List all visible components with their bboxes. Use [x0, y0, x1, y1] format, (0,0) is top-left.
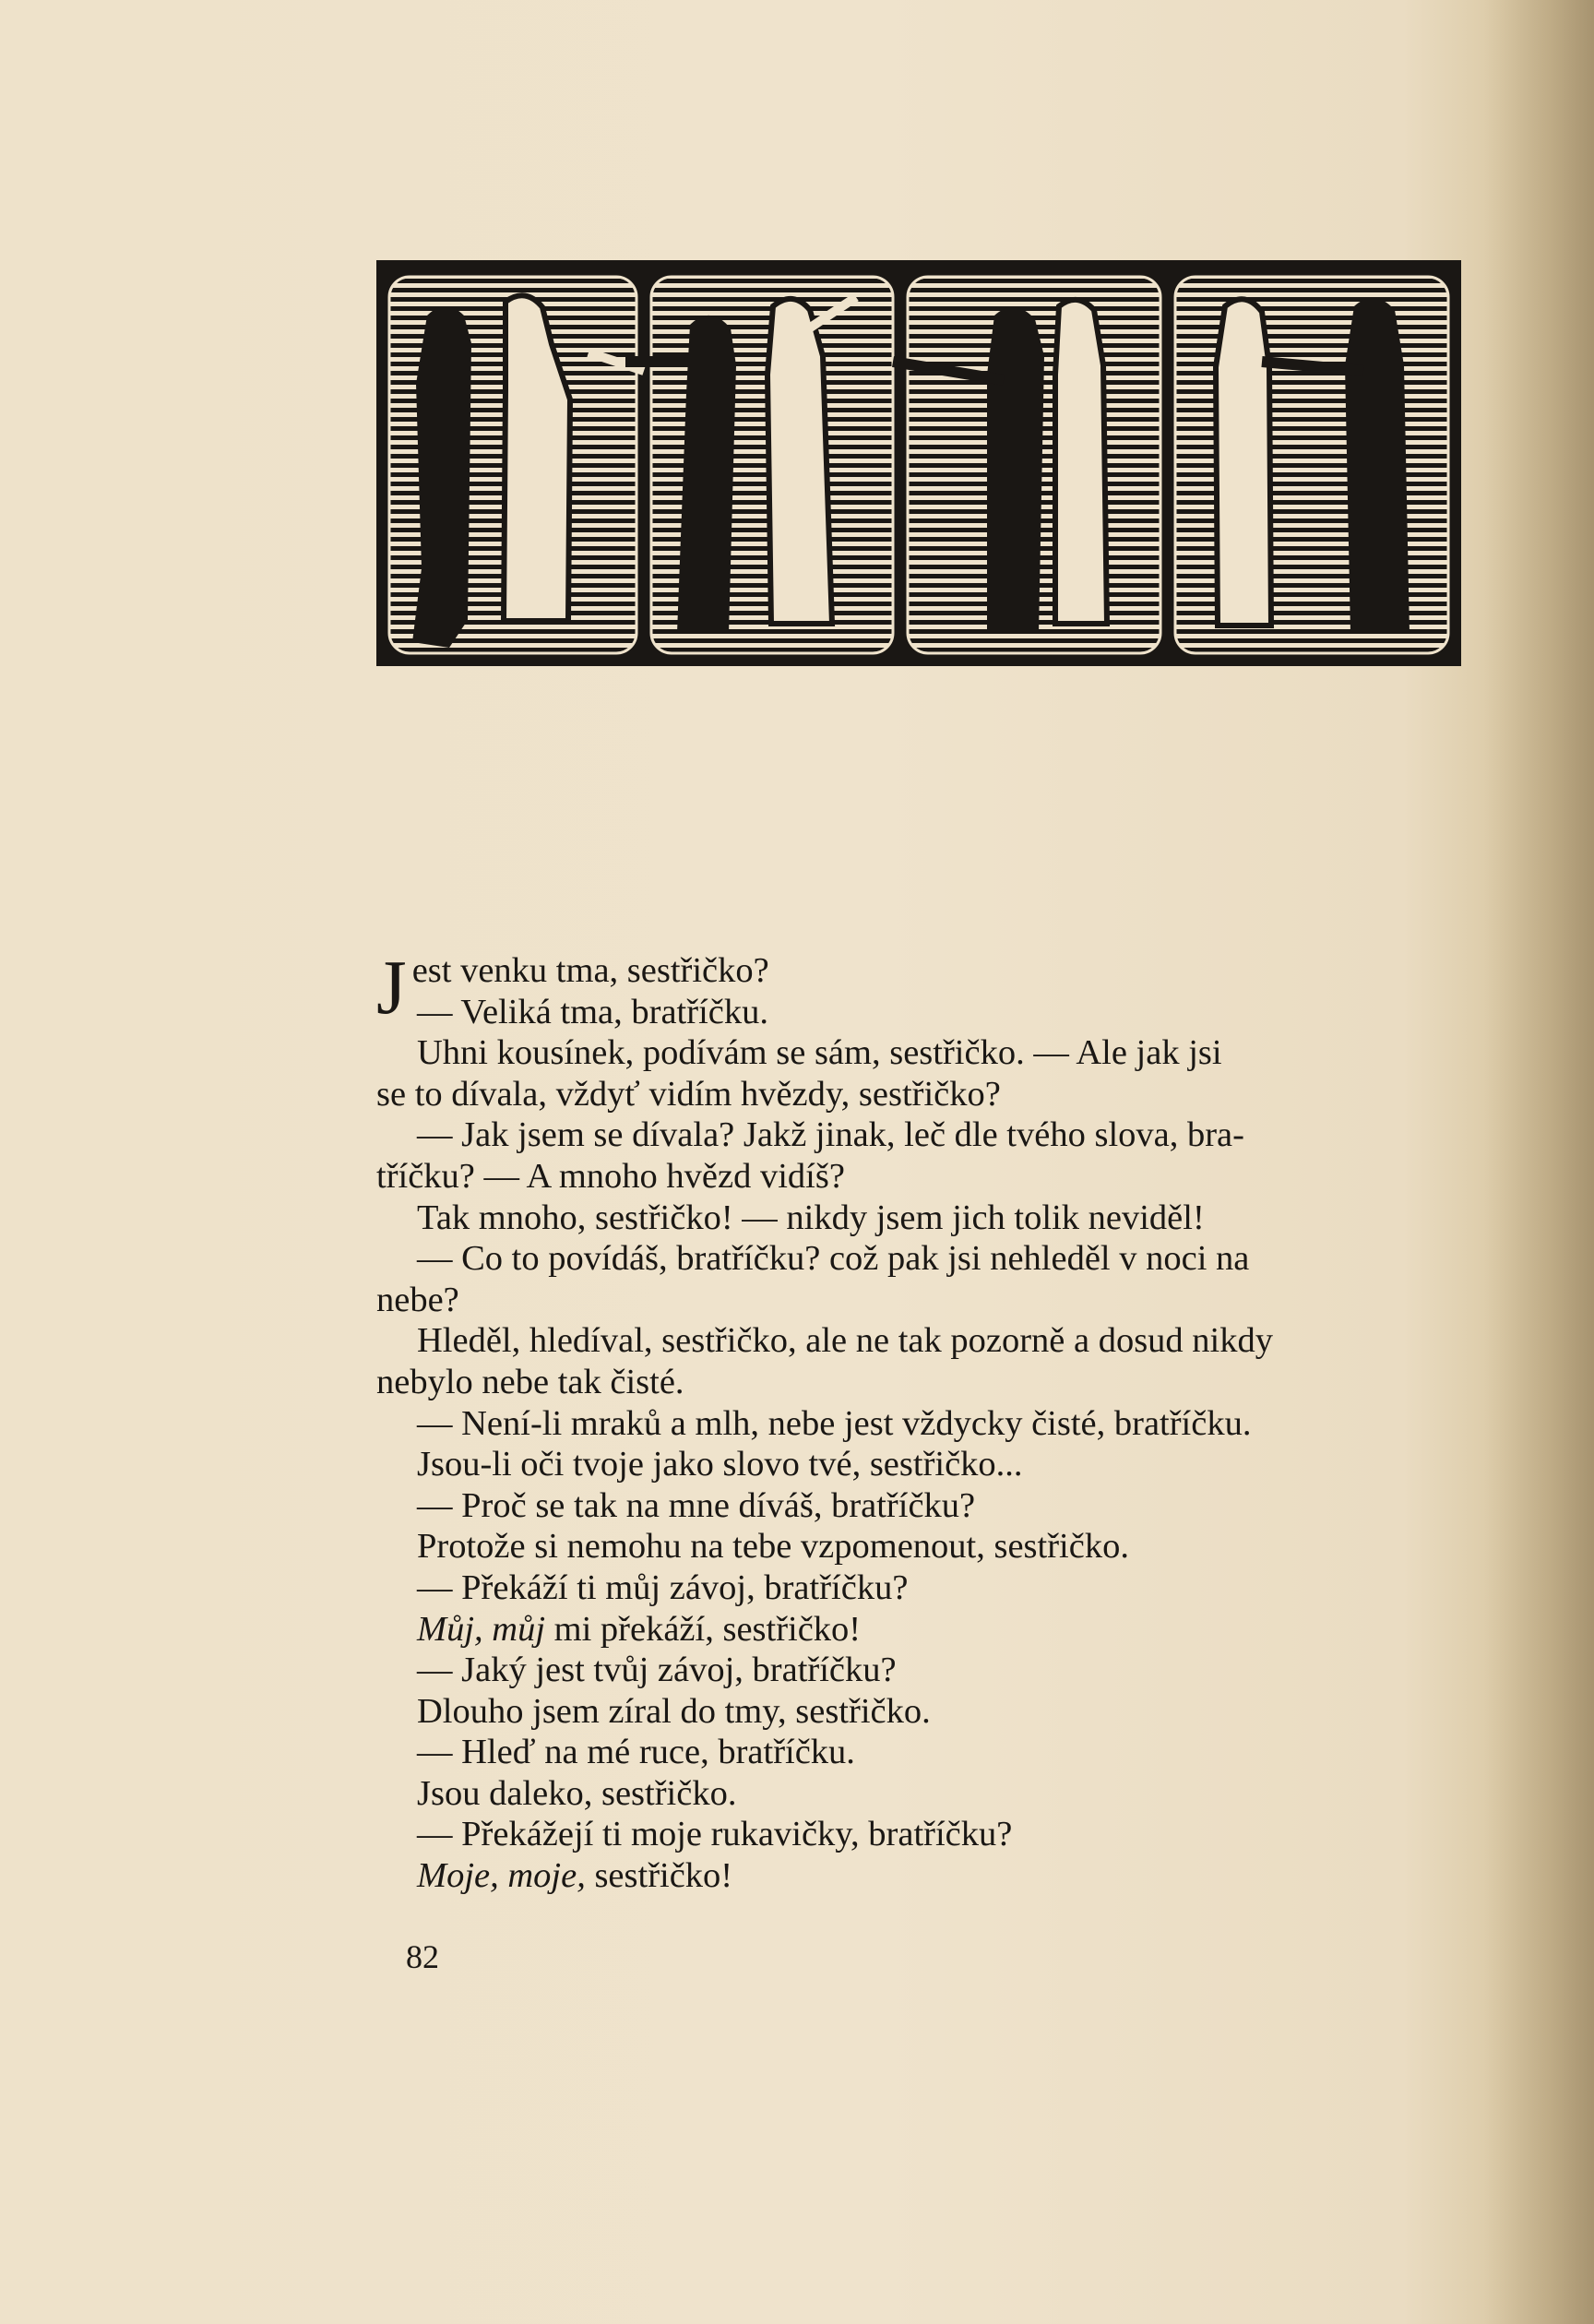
line-text: Jsou daleko, sestřičko. — [417, 1773, 737, 1813]
poem-line — [376, 1320, 1465, 1362]
poem-line — [376, 1114, 1465, 1156]
line-text: — Veliká tma, bratříčku. — [417, 992, 768, 1031]
poem-line — [376, 1732, 1465, 1773]
poem-line — [376, 1814, 1465, 1855]
line-text: nebe? — [376, 1280, 459, 1319]
poem-line — [376, 1567, 1465, 1609]
line-text: — Co to povídáš, bratříčku? což pak jsi nehleděl v noci na — [417, 1239, 1250, 1279]
poem-line — [376, 1403, 1465, 1445]
line-text: — Není-li mraků a mlh, nebe jest vždycky čisté, bratříčku. — [417, 1403, 1252, 1443]
poem-text — [376, 945, 1465, 1897]
line-text: Tak mnoho, sestřičko! — nikdy jsem jich tolik neviděl! — [417, 1198, 1205, 1237]
line-text: nebylo nebe tak čisté. — [376, 1362, 684, 1401]
poem-line — [376, 992, 1465, 1033]
line-text: sestřičko! — [585, 1856, 733, 1896]
line-text: Protože si nemohu na tebe vzpomenout, sestřičko. — [417, 1527, 1129, 1567]
gutter-shadow — [1483, 0, 1594, 2324]
italic-emphasis: Můj, můj — [417, 1609, 546, 1649]
line-text: — Jak jsem se dívala? Jakž jinak, leč dle tvého slova, bra- — [417, 1115, 1244, 1155]
line-text: tříčku? — A mnoho hvězd vidíš? — [376, 1156, 845, 1196]
line-text: Dlouho jsem zíral do tmy, sestřičko. — [417, 1691, 931, 1731]
page-number: 82 — [406, 1938, 439, 1975]
line-text: — Proč se tak na mne díváš, bratříčku? — [417, 1485, 976, 1525]
poem-line — [376, 1074, 1465, 1115]
line-text: — Překáží ti můj závoj, bratříčku? — [417, 1567, 909, 1607]
line-text: mi překáží, sestřičko! — [545, 1609, 862, 1649]
poem-line — [376, 1650, 1465, 1691]
line-text: Hleděl, hledíval, sestřičko, ale ne tak pozorně a dosud nikdy — [417, 1321, 1274, 1361]
line-text: se to dívala, vždyť vidím hvězdy, sestřičko? — [376, 1074, 1001, 1114]
line-text: — Překážejí ti moje rukavičky, bratříčku? — [417, 1815, 1013, 1854]
line-text: Uhni kousínek, podívám se sám, sestřičko. — Ale jak jsi — [417, 1033, 1222, 1073]
italic-emphasis: Moje, moje, — [417, 1856, 586, 1896]
line-text: — Jaký jest tvůj závoj, bratříčku? — [417, 1651, 897, 1690]
poem-line — [376, 1773, 1465, 1815]
poem-line — [376, 1362, 1465, 1403]
poem-line — [376, 1280, 1465, 1321]
line-text: — Hleď na mé ruce, bratříčku. — [417, 1733, 855, 1772]
poem-line — [376, 1156, 1465, 1198]
poem-line — [376, 1855, 1465, 1897]
line-text: est venku tma, sestřičko? — [411, 951, 769, 990]
drop-cap: J — [376, 945, 407, 1031]
poem-line — [376, 1526, 1465, 1567]
poem-line — [376, 1609, 1465, 1651]
poem-line — [376, 1691, 1465, 1733]
woodcut-illustration — [376, 260, 1461, 666]
poem-line — [376, 1198, 1465, 1239]
line-text: Jsou-li oči tvoje jako slovo tvé, sestřičko... — [417, 1445, 1023, 1484]
poem-line — [376, 1032, 1465, 1074]
poem-line — [376, 1485, 1465, 1527]
poem-line — [376, 1238, 1465, 1280]
poem-line — [376, 1444, 1465, 1485]
